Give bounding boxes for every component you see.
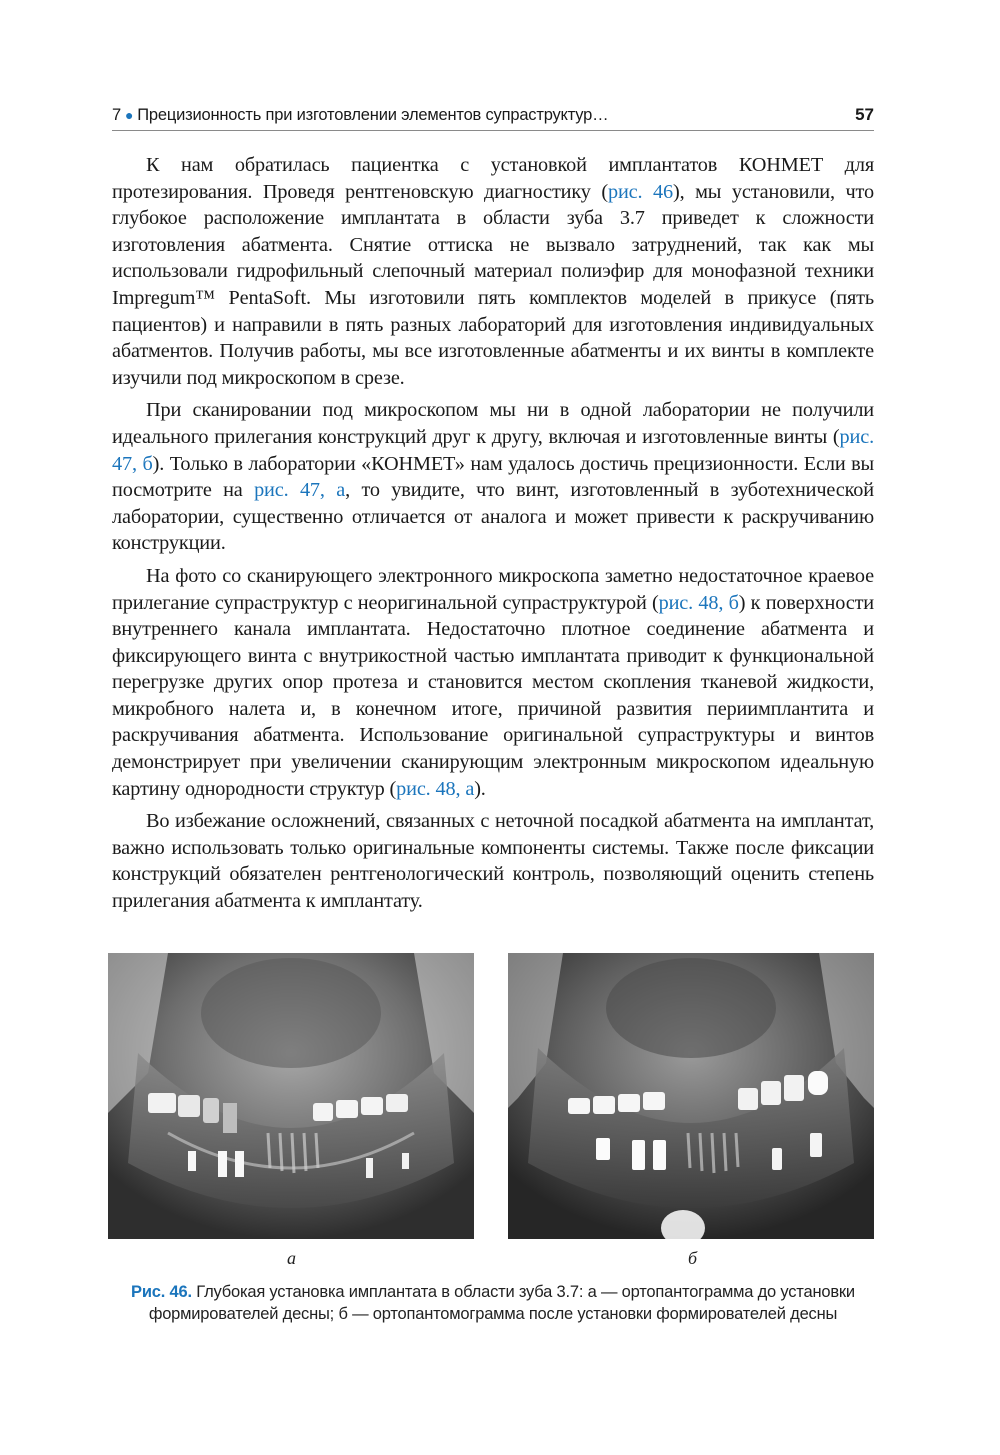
paragraph-text: При сканировании под микроскопом мы ни в одной лаборатории не получили идеального прилегания конструкций друг к другу, включая и изготовленные винты (	[112, 399, 874, 448]
figure-ref-link[interactable]: рис. 47, а	[254, 479, 346, 502]
figure-ref-link[interactable]: рис. 47, б	[112, 425, 874, 475]
paragraph-3	[112, 563, 874, 802]
figure-ref-link[interactable]: рис. 48, а	[396, 777, 475, 800]
figure-46	[108, 953, 874, 1239]
figure-ref-link[interactable]: рис. 46	[607, 180, 674, 203]
paragraph-4	[112, 808, 874, 914]
paragraph-text: ), мы установили, что глубокое расположение имплантата в области зуба 3.7 приведет к сложности изготовления абатмента. Снятие оттиска не вызвало затруднений, так как мы использовали гидрофильный слепочный материал полиэфир для монофазной техники Impregum™ PentaSoft. Мы изготовили пять комплектов моделей в прикусе (пять пациентов) и направили в пять разных лабораторий для изготовления индивидуальных абатментов. Получив работы, мы все изготовленные абатменты и их винты в комплекте изучили под микроскопом в срезе.	[112, 180, 874, 389]
body-text	[112, 152, 874, 921]
chapter-heading	[112, 106, 608, 125]
paragraph-text: ). Только в лаборатории «КОНМЕТ» нам удалось достичь прецизионности. Если вы посмотрите на	[112, 452, 874, 502]
xray-image-a	[108, 953, 474, 1239]
paragraph-text: Во избежание осложнений, связанных с неточной посадкой абатмента на имплантат, важно использовать только оригинальные компоненты системы. Также после фиксации конструкций обязателен рентгенологический контроль, позволяющий оценить степень прилегания абатмента к имплантату.	[112, 810, 874, 913]
chapter-number: 7	[112, 106, 121, 124]
paragraph-2	[112, 397, 874, 557]
paragraph-1	[112, 152, 874, 391]
paragraph-text: ) к поверхности внутреннего канала имплантата. Недостаточно плотное соединение абатмента и фиксирующего винта с внутрикостной частью имплантата приводит к функциональной перегрузке других опор протеза и становится местом скопления тканевой жидкости, микробного налета и, в конечном итоге, причиной развития периимплантита и раскручивания абатмента. Использование оригинальной супраструктуры и винтов демонстрирует при увеличении сканирующим электронным микроскопом идеальную картину однородности структур (	[112, 591, 874, 800]
panoramic-xray-before	[108, 953, 474, 1239]
paragraph-text: , то увидите, что винт, изготовленный в зуботехнической лаборатории, существенно отличается от аналога и может привести к раскручиванию конструкции.	[112, 479, 874, 555]
panoramic-xray-after	[508, 953, 874, 1239]
paragraph-text: ).	[474, 777, 486, 800]
figure-caption	[112, 1281, 874, 1325]
bullet-icon: ●	[124, 107, 134, 123]
paragraph-text: К нам обратилась пациентка с установкой имплантатов КОНМЕТ для протезирования. Проведя рентгеновскую диагностику (	[112, 154, 874, 203]
panel-label-b: б	[688, 1248, 698, 1268]
figure-label: Рис. 46.	[131, 1283, 192, 1301]
paragraph-text: На фото со сканирующего электронного микроскопа заметно недостаточное краевое прилегание супраструктур с неоригинальной супраструктурой (	[112, 564, 874, 614]
caption-text: Глубокая установка имплантата в области зуба 3.7: а — ортопантограмма до установки формирователей десны; б — ортопантомограмма после установки формирователей десны	[148, 1283, 855, 1323]
figure-ref-link[interactable]: рис. 48, б	[658, 591, 739, 614]
xray-image-b	[508, 953, 874, 1239]
running-head	[112, 104, 874, 131]
page-number: 57	[855, 105, 874, 124]
chapter-title: Прецизионность при изготовлении элементов супраструктур…	[137, 106, 609, 124]
panel-label-a: а	[287, 1248, 296, 1268]
